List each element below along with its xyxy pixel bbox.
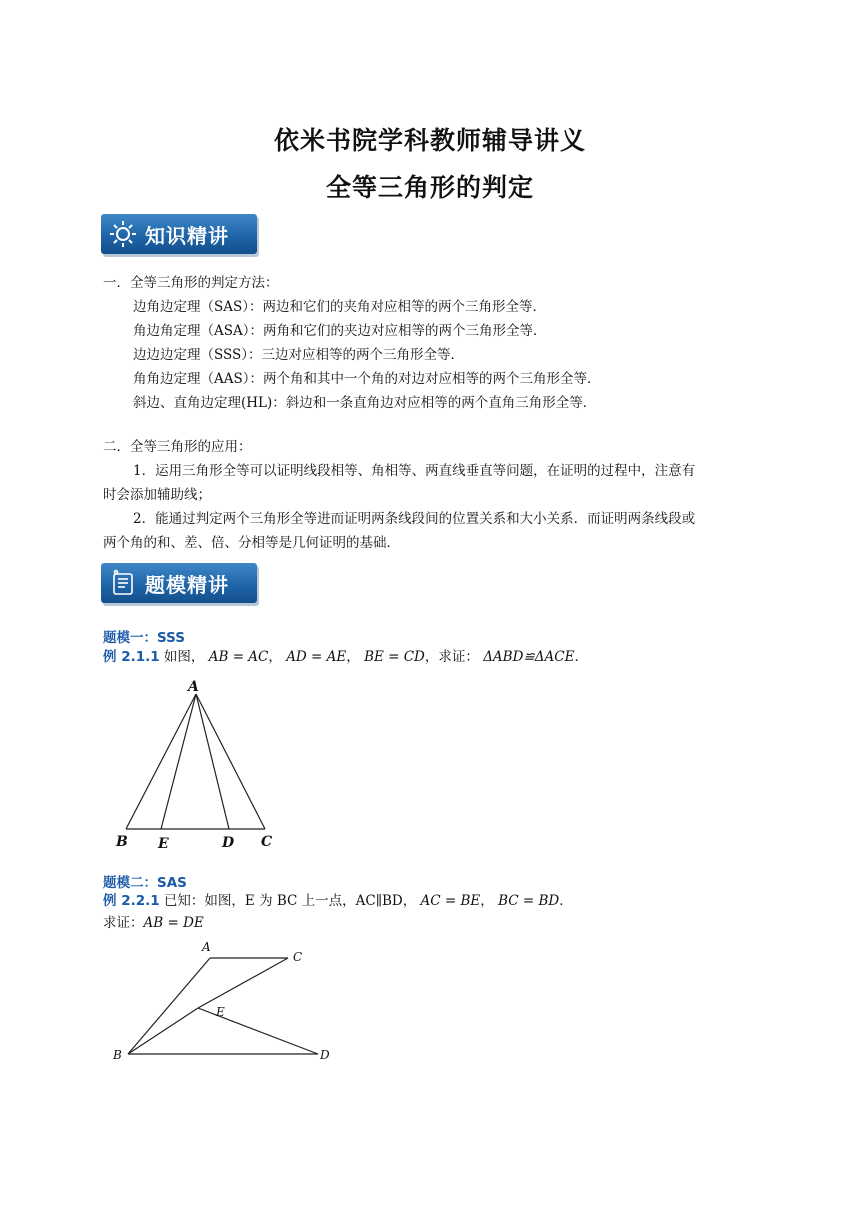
label-d: D	[320, 1048, 330, 1062]
segment-ad	[196, 694, 229, 829]
segment-ac	[196, 694, 265, 829]
separator: ，	[346, 649, 360, 665]
separator: ，	[268, 649, 282, 665]
label-a: A	[202, 940, 211, 954]
equation: BC = BD	[498, 893, 560, 909]
example-text: 已知：如图，E 为 BC 上一点，AC∥BD，	[159, 893, 417, 909]
section2-para1-line1: 1．运用三角形全等可以证明线段相等、角相等、两直线垂直等问题，在证明的过程中，注意有	[133, 463, 696, 479]
example-label: 例 2.1.1	[103, 649, 160, 665]
figure-parallel-lines	[108, 938, 343, 1068]
equation: BE = CD	[364, 649, 425, 665]
equation: AB = AC	[208, 649, 269, 665]
theorem-sas: 边角边定理（SAS）：两边和它们的夹角对应相等的两个三角形全等．	[133, 299, 546, 315]
label-d: D	[222, 835, 235, 851]
label-b: B	[113, 1048, 122, 1062]
example-text: ．	[559, 893, 573, 909]
equation: AC = BE	[420, 893, 481, 909]
label-e: E	[216, 1005, 225, 1019]
segment-ce	[198, 958, 288, 1008]
prove-label: 求证：	[103, 915, 144, 931]
section2-para1-line2: 时会添加辅助线；	[103, 487, 211, 503]
segment-ab	[126, 694, 196, 829]
document-subtitle: 全等三角形的判定	[325, 173, 534, 202]
example-text: 如图，	[159, 649, 205, 665]
section2-para2-line1: 2．能通过判定两个三角形全等进而证明两条线段间的位置关系和大小关系．而证明两条线段或	[133, 511, 696, 527]
label-e: E	[158, 836, 169, 852]
theorem-hl: 斜边、直角边定理(HL)：斜边和一条直角边对应相等的两个直角三角形全等．	[133, 395, 597, 411]
section2-heading: 二．全等三角形的应用：	[103, 439, 252, 455]
label-b: B	[116, 834, 128, 850]
equation: AB = DE	[143, 915, 204, 931]
document-title: 依米书院学科教师辅导讲义	[273, 126, 586, 155]
section1-heading: 一．全等三角形的判定方法：	[103, 275, 279, 291]
knowledge-banner-label: 知识精讲	[145, 223, 229, 248]
model2-heading: 题模二：SAS	[103, 875, 187, 891]
example-text: ，求证：	[424, 649, 479, 665]
equation: AD = AE	[286, 649, 347, 665]
example-text: ．	[574, 649, 588, 665]
label-c: C	[293, 950, 303, 964]
problems-banner	[101, 563, 257, 603]
book-icon	[101, 563, 145, 603]
section2-para2-line2: 两个角的和、差、倍、分相等是几何证明的基础．	[103, 535, 400, 551]
segment-be	[128, 1008, 198, 1054]
example-2-1-1	[103, 647, 588, 667]
equation: ΔABD≌ΔACE	[483, 649, 575, 665]
model1-heading: 题模一：SSS	[103, 630, 185, 646]
theorem-sss: 边边边定理（SSS）：三边对应相等的两个三角形全等．	[133, 347, 465, 363]
label-a: A	[188, 679, 199, 695]
prove-statement	[103, 913, 204, 933]
segment-ab	[128, 958, 210, 1054]
theorem-asa: 角边角定理（ASA）：两角和它们的夹边对应相等的两个三角形全等．	[133, 323, 547, 339]
example-2-2-1	[103, 891, 573, 911]
label-c: C	[261, 834, 273, 850]
segment-ae	[161, 694, 196, 829]
problems-banner-label: 题模精讲	[145, 572, 229, 597]
separator: ，	[480, 893, 494, 909]
lightbulb-icon	[101, 214, 145, 254]
theorem-aas: 角角边定理（AAS）：两个角和其中一个角的对边对应相等的两个三角形全等．	[133, 371, 601, 387]
figure-triangle-abc	[110, 672, 290, 854]
example-label: 例 2.2.1	[103, 893, 160, 909]
knowledge-banner	[101, 214, 257, 254]
